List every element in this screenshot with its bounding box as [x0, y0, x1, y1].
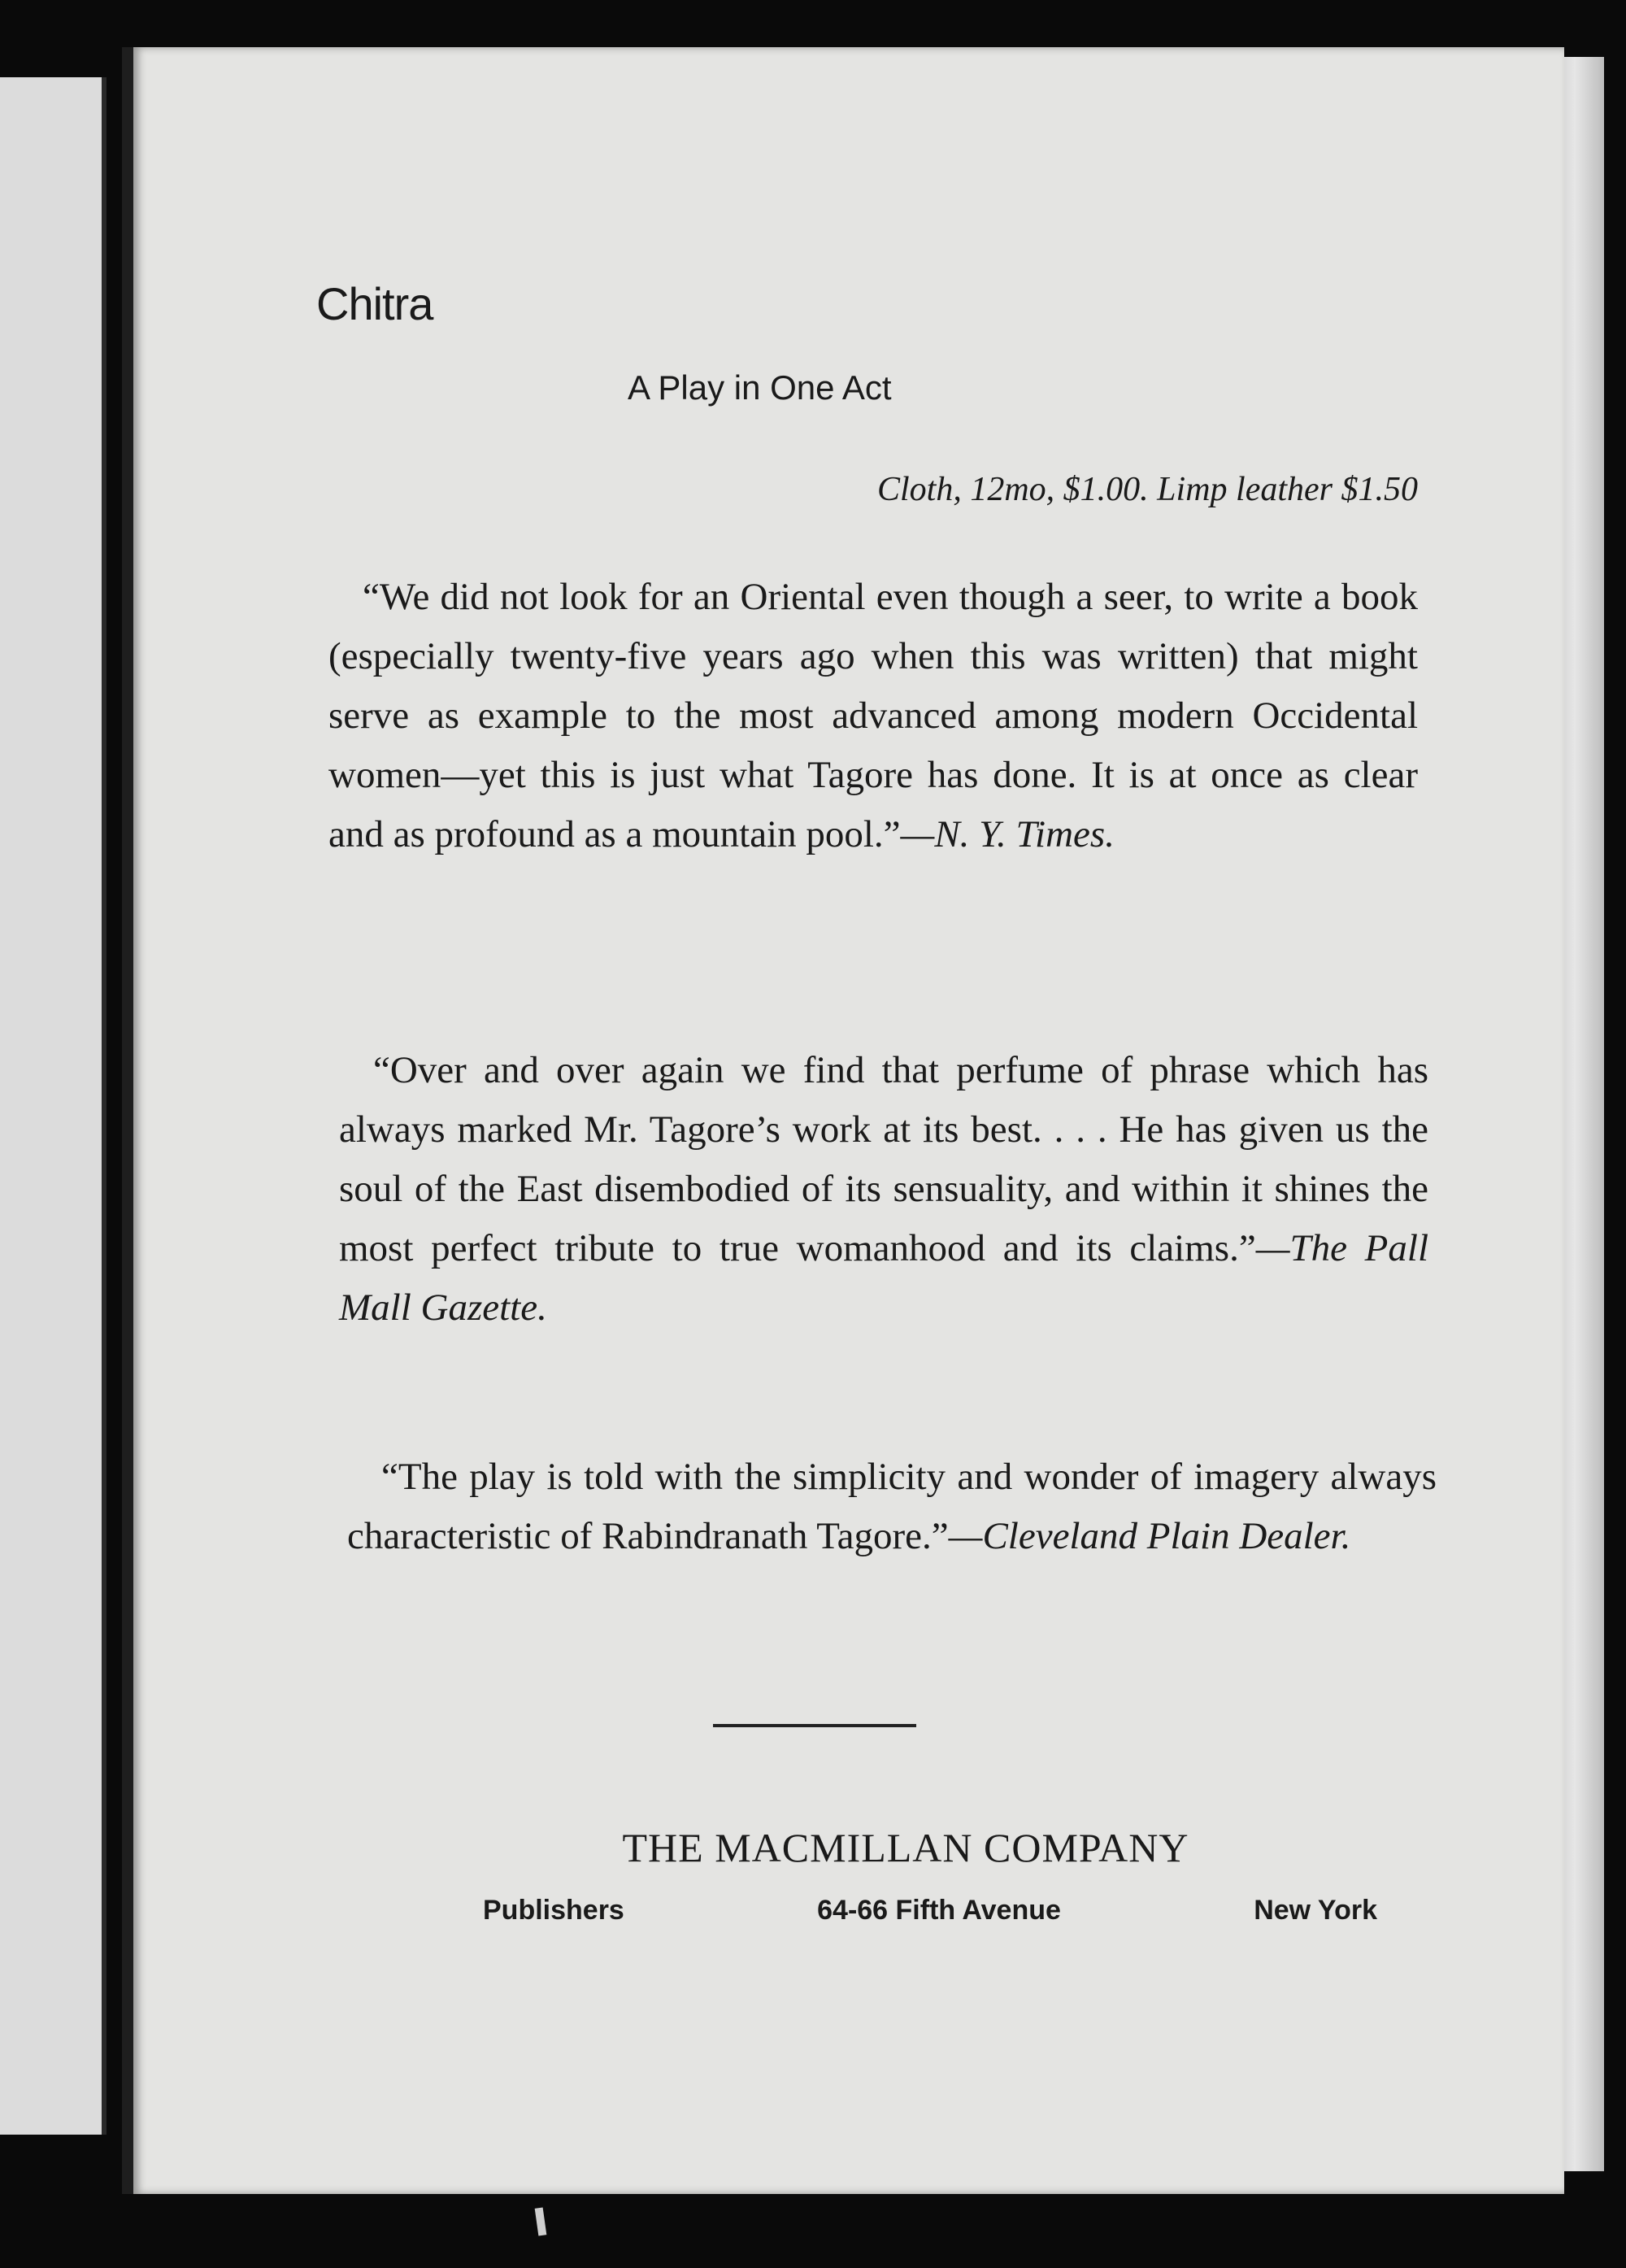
book-subtitle: A Play in One Act: [628, 368, 892, 407]
publisher-label: Publishers: [483, 1895, 624, 1926]
book-page: [122, 47, 1564, 2194]
publisher-details: [483, 1895, 1377, 1926]
publisher-address: 64-66 Fifth Avenue: [817, 1895, 1061, 1926]
page-content: [133, 47, 1564, 2194]
price-line: Cloth, 12mo, $1.00. Limp leather $1.50: [876, 471, 1418, 508]
quote-source: —N. Y. Times.: [900, 813, 1115, 855]
divider-rule: [713, 1724, 916, 1727]
quote-source: —Cleveland Plain Dealer.: [948, 1515, 1351, 1557]
quote-text: “We did not look for an Oriental even though a seer, to write a book (especially twenty-five years ago when this was written) that might serve as example to the most advanced among modern Occidental women—yet this is just what Tagore has done. It is at once as clear and as profound as a mountain pool.”: [328, 576, 1418, 855]
publisher-name: THE MACMILLAN COMPANY: [622, 1825, 1189, 1870]
facing-page-edge: [0, 77, 107, 2135]
quote-text: “Over and over again we find that perfume of phrase which has always marked Mr. Tagore’s work at its best. . . . He has given us the soul of the East disembodied of its sensuality, and within it shines the most perfect tribute to true womanhood and its claims.”: [339, 1049, 1428, 1269]
scan-artifact: [535, 2207, 547, 2235]
review-quote-2: [339, 1041, 1428, 1338]
review-quote-1: [328, 568, 1418, 864]
review-quote-3: [347, 1447, 1437, 1566]
book-title: Chitra: [316, 278, 433, 329]
quote-source: —The Pall Mall Gazette.: [339, 1227, 1429, 1329]
quote-text: “The play is told with the simplicity and wonder of imagery always characteristic of Rabindranath Tagore.”: [347, 1456, 1437, 1557]
publisher-city: New York: [1254, 1895, 1377, 1926]
